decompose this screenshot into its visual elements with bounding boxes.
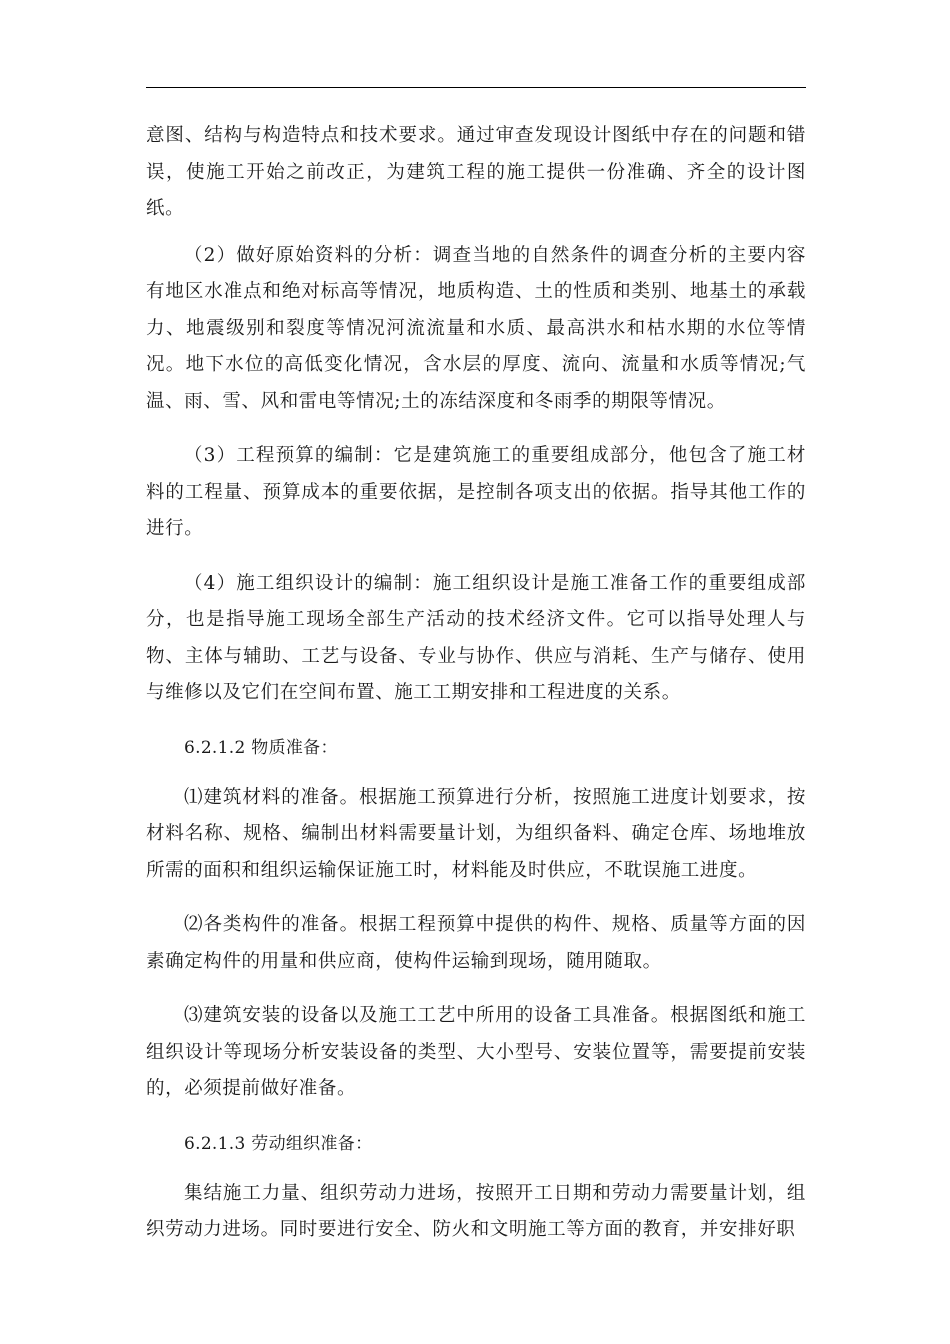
section-heading-material-preparation: 6.2.1.2 物质准备： <box>184 737 338 758</box>
paragraph-budget-compilation: （3）工程预算的编制：它是建筑施工的重要组成部分，他包含了施工材料的工程量、预算成本的重要依据，是控制各项支出的依据。指导其他工作的进行。 <box>146 445 806 539</box>
header-rule <box>146 87 806 88</box>
paragraph-components: ⑵各类构件的准备。根据工程预算中提供的构件、规格、质量等方面的因素确定构件的用量和供应商，使构件运输到现场，随用随取。 <box>146 914 806 972</box>
section-heading-labor-organization: 6.2.1.3 劳动组织准备： <box>184 1133 373 1154</box>
paragraph-equipment: ⑶建筑安装的设备以及施工工艺中所用的设备工具准备。根据图纸和施工组织设计等现场分析安装设备的类型、大小型号、安装位置等，需要提前安装的，必须提前做好准备。 <box>146 1005 806 1099</box>
paragraph-construction-organization-design: （4）施工组织设计的编制：施工组织设计是施工准备工作的重要组成部分，也是指导施工现场全部生产活动的技术经济文件。它可以指导处理人与物、主体与辅助、工艺与设备、专业与协作、供应与消耗、生产与储存、使用与维修以及它们在空间布置、施工工期安排和工程进度的关系。 <box>146 572 806 703</box>
paragraph-labor-mobilization: 集结施工力量、组织劳动力进场，按照开工日期和劳动力需要量计划，组织劳动力进场。同时要进行安全、防火和文明施工等方面的教育，并安排好职 <box>146 1182 806 1240</box>
paragraph-continuation: 意图、结构与构造特点和技术要求。通过审查发现设计图纸中存在的问题和错误，使施工开始之前改正，为建筑工程的施工提供一份准确、齐全的设计图纸。 <box>146 125 806 219</box>
document-body <box>146 118 806 1267</box>
paragraph-building-materials: ⑴建筑材料的准备。根据施工预算进行分析，按照施工进度计划要求，按材料名称、规格、编制出材料需要量计划，为组织备料、确定仓库、场地堆放所需的面积和组织运输保证施工时，材料能及时供应，不耽误施工进度。 <box>146 786 806 881</box>
paragraph-raw-data-analysis: （2）做好原始资料的分析：调查当地的自然条件的调查分析的主要内容有地区水准点和绝对标高等情况，地质构造、土的性质和类别、地基土的承载力、地震级别和裂度等情况河流流量和水质、最高洪水和枯水期的水位等情况。地下水位的高低变化情况，含水层的厚度、流向、流量和水质等情况;气温、雨、雪、风和雷电等情况;土的冻结深度和冬雨季的期限等情况。 <box>146 244 806 412</box>
